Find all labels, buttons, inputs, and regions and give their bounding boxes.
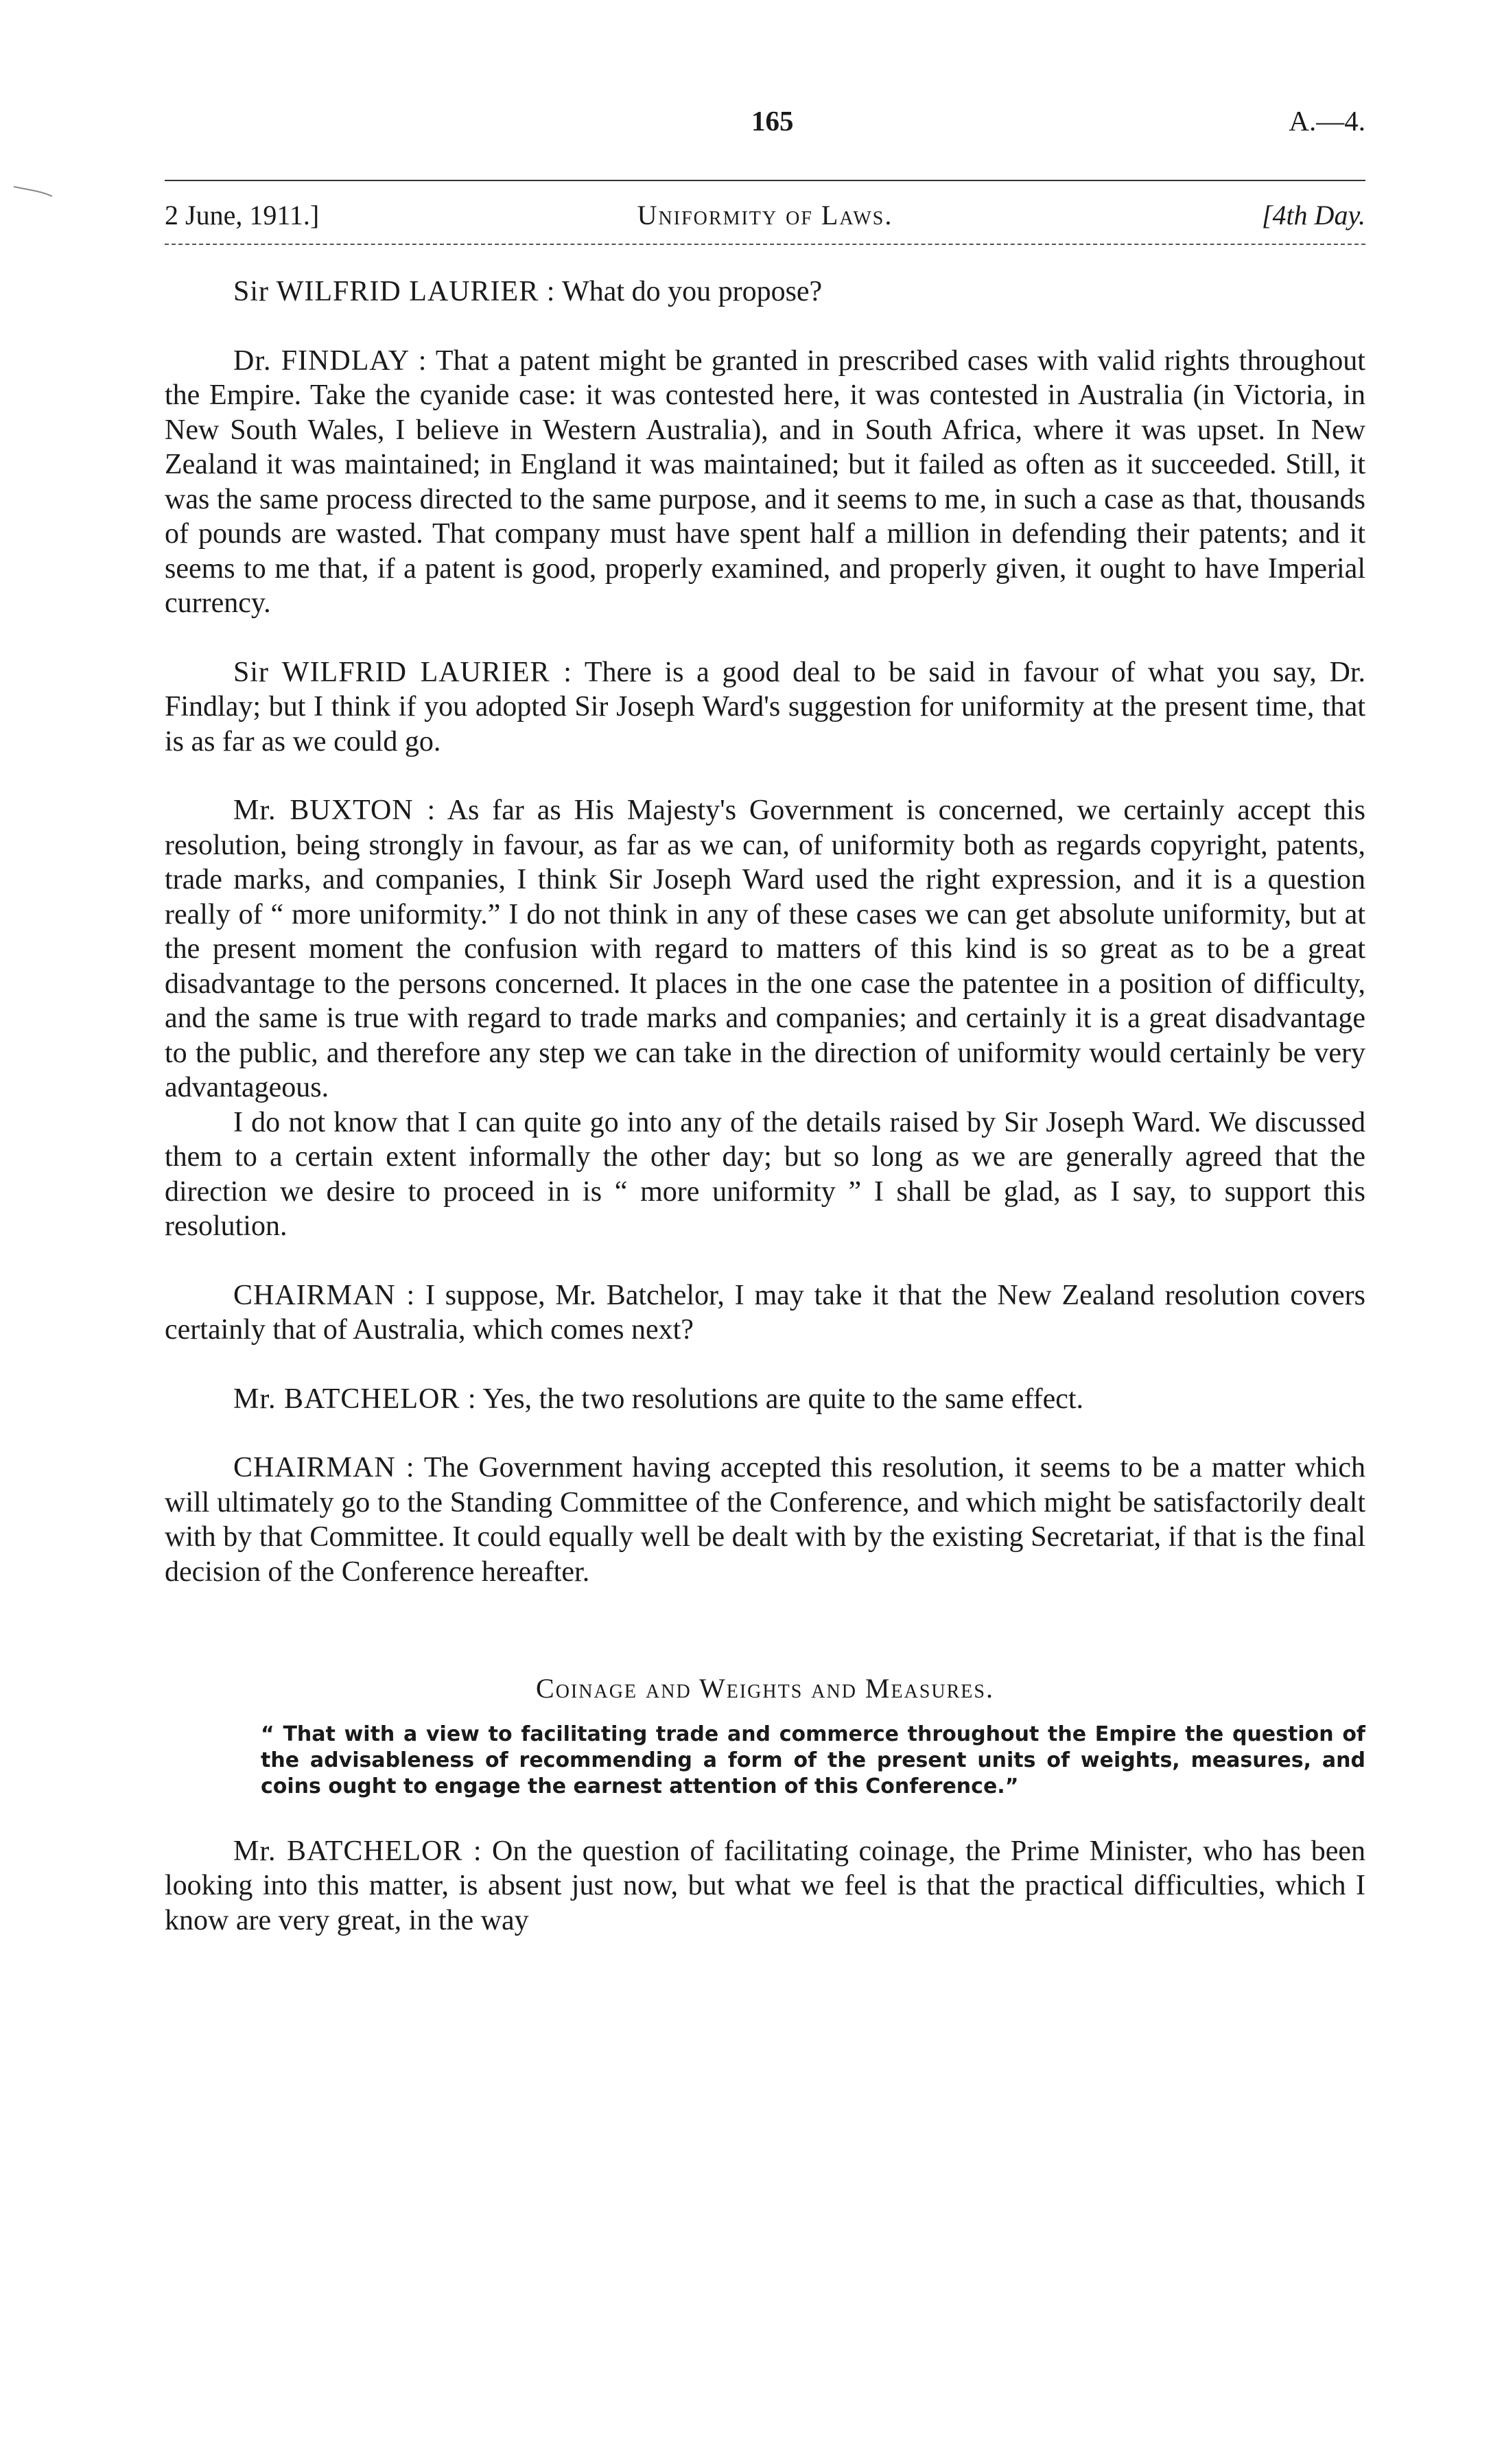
speaker-name: CHAIRMAN :: [233, 1279, 416, 1311]
header-underline: [165, 244, 1365, 245]
paragraph: [165, 655, 1365, 760]
speaker-name: Sir WILFRID LAURIER :: [233, 276, 556, 307]
paragraph-text: As far as His Majesty's Government is concerned, we certainly accept this resolution, being strongly in favour, as far as we can, of uniformity both as regards copyright, patents, trade marks, and companies, I think Sir Joseph Ward used the right expression, and it is a question really of “ more uniformity.” I do not think in any of these cases we can get absolute uniformity, but at the present moment the confusion with regard to matters of this kind is so great as to be a great disadvantage to the persons concerned. It places in the one case the patentee in a position of difficulty, and the same is true with regard to trade marks and companies; and certainly it is a great disadvantage to the public, and therefore any step we can take in the direction of uniformity would certainly be very advantageous.: [165, 795, 1365, 1103]
speaker-name: Mr. BUXTON :: [233, 795, 436, 826]
paragraph-text: I do not know that I can quite go into any of the details raised by Sir Joseph Ward. We discussed them to a certain extent informally the other day; but so long as we are generally agreed that the direction we desire to proceed in is “ more uniformity ” I shall be glad, as I say, to support this resolution.: [165, 1106, 1365, 1242]
paragraph: [165, 1278, 1365, 1348]
document-body: [165, 274, 1365, 1938]
top-rule: [165, 180, 1365, 181]
speaker-name: Sir WILFRID LAURIER :: [233, 656, 572, 688]
document-code: A.—4.: [1289, 105, 1365, 137]
paragraph: [165, 1382, 1365, 1417]
paragraph: [165, 1451, 1365, 1589]
margin-mark: [12, 184, 54, 198]
speaker-name: Mr. BATCHELOR :: [233, 1383, 477, 1415]
speaker-name: Dr. FINDLAY :: [233, 344, 427, 377]
running-head-day: [4th Day.: [1261, 200, 1365, 231]
paragraph-text: That a patent might be granted in prescribed cases with valid rights throughout the Empire. Take the cyanide case: it was contested here, it was contested in Australia (in Victoria, in New South Wales, I believe in Western Australia), and in South Africa, where it was upset. In New Zealand it was maintained; in England it was maintained; but it failed as often as it succeeded. Still, it was the same process directed to the same purpose, and it seems to me, in such a case as that, thousands of pounds are wasted. That company must have spent half a million in defending their patents; and it seems to me that, if a patent is good, properly examined, and properly given, it ought to have Imperial currency.: [165, 344, 1365, 619]
paragraph-text: I suppose, Mr. Batchelor, I may take it that the New Zealand resolution covers certainly that of Australia, which comes next?: [165, 1279, 1365, 1346]
paragraph-text: Yes, the two resolutions are quite to the same effect.: [476, 1383, 1084, 1415]
speaker-name: CHAIRMAN :: [233, 1452, 415, 1483]
running-head-date: 2 June, 1911.]: [165, 200, 320, 231]
paragraph-text: There is a good deal to be said in favour of what you say, Dr. Findlay; but I think if you adopted Sir Joseph Ward's suggestion for uniformity at the present time, that is as far as we could go.: [165, 656, 1365, 758]
paragraph-text: What do you propose?: [555, 276, 823, 307]
page-top-line: [165, 104, 1365, 144]
paragraph: [165, 344, 1365, 621]
running-head: [165, 199, 1365, 240]
resolution-text: “ That with a view to facilitating trade and commerce throughout the Empire the question of the advisableness of recommending a form of the present units of weights, measures, and coins ought to engage the earnest attention of this Conference.”: [261, 1722, 1365, 1798]
paragraph: [165, 793, 1365, 1105]
running-head-title: Uniformity of Laws.: [637, 200, 893, 231]
paragraph: [165, 1834, 1365, 1938]
section-heading: Coinage and Weights and Measures.: [536, 1673, 994, 1704]
paragraph: [165, 274, 1365, 309]
paragraph-text: The Government having accepted this resolution, it seems to be a matter which will ultimately go to the Standing Committee of the Conference, and which might be satisfactorily dealt with by that Committee. It could equally well be dealt with by the existing Secretariat, if that is the final decision of the Conference hereafter.: [165, 1452, 1365, 1588]
paragraph-text: On the question of facilitating coinage, the Prime Minister, who has been looking into this matter, is absent just now, but what we feel is that the practical difficulties, which I know are very great, in the way: [165, 1835, 1365, 1936]
page-number: 165: [751, 105, 794, 137]
speaker-name: Mr. BATCHELOR :: [233, 1835, 482, 1867]
paragraph: [165, 1105, 1365, 1244]
